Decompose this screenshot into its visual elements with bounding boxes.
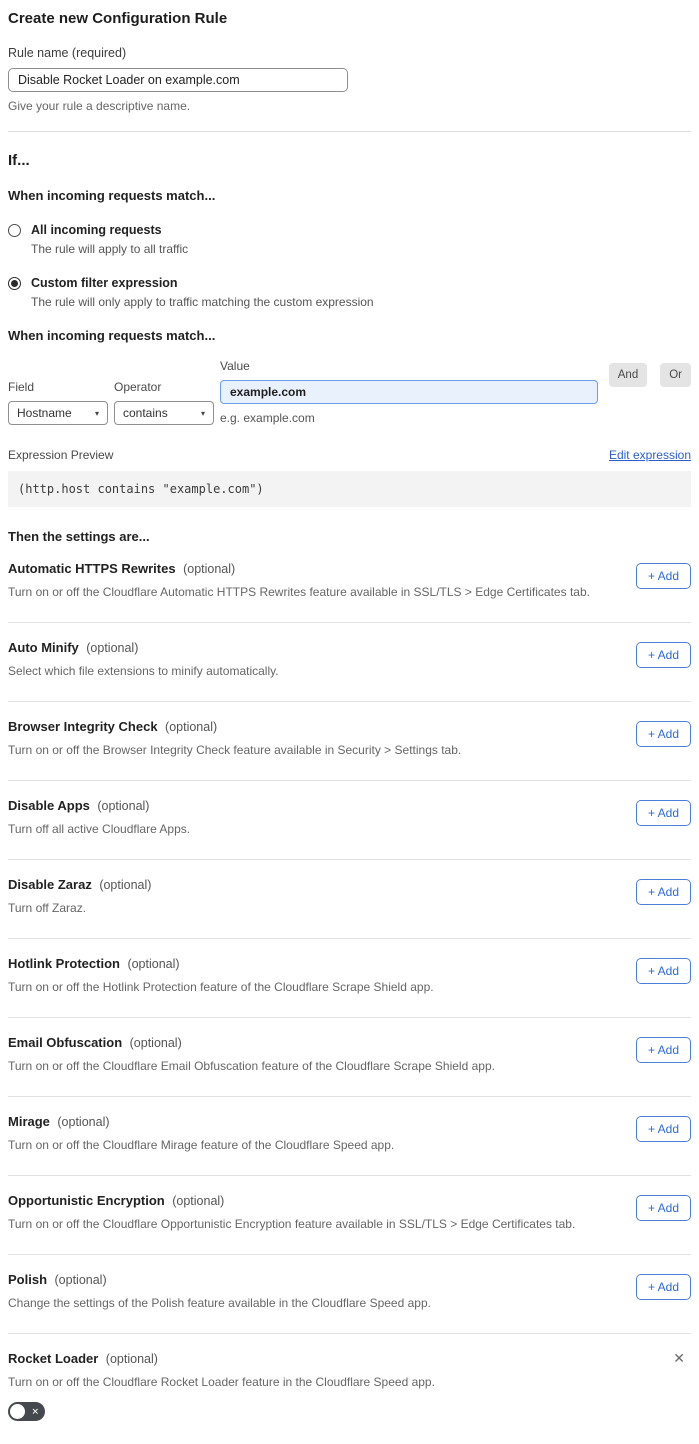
and-button[interactable]: And bbox=[609, 363, 647, 387]
setting-title: Mirage bbox=[8, 1114, 50, 1129]
setting-optional-suffix: (optional) bbox=[183, 562, 236, 576]
toggle-knob bbox=[10, 1404, 25, 1419]
rule-name-input[interactable] bbox=[8, 68, 348, 92]
setting-description: Turn off all active Cloudflare Apps. bbox=[8, 822, 191, 836]
setting-description: Turn on or off the Cloudflare Email Obfuscation feature of the Cloudflare Scrape Shield app. bbox=[8, 1059, 495, 1073]
setting-optional-suffix: (optional) bbox=[129, 1036, 182, 1050]
operator-select-value: contains bbox=[123, 406, 168, 420]
chevron-down-icon: ▾ bbox=[200, 408, 205, 418]
expression-builder bbox=[8, 359, 691, 425]
add-button[interactable]: + Add bbox=[636, 563, 691, 589]
setting-item bbox=[8, 702, 691, 781]
setting-title: Polish bbox=[8, 1272, 48, 1287]
radio-description: The rule will apply to all traffic bbox=[31, 242, 189, 256]
radio-description: The rule will only apply to traffic matching the custom expression bbox=[31, 295, 374, 309]
setting-description: Turn on or off the Cloudflare Automatic HTTPS Rewrites feature available in SSL/TLS > Edge Certificates tab. bbox=[8, 585, 590, 599]
setting-item bbox=[8, 860, 691, 939]
operator-label: Operator bbox=[114, 380, 162, 394]
settings-list bbox=[8, 544, 691, 1334]
rule-name-label: Rule name (required) bbox=[8, 46, 127, 60]
value-input[interactable] bbox=[220, 380, 598, 404]
setting-optional-suffix: (optional) bbox=[54, 1273, 107, 1287]
radio-option-custom-filter-expression[interactable] bbox=[8, 276, 691, 309]
setting-optional-suffix: (optional) bbox=[105, 1352, 158, 1366]
field-label: Field bbox=[8, 380, 35, 394]
setting-optional-suffix: (optional) bbox=[165, 720, 218, 734]
expression-builder-heading: When incoming requests match... bbox=[8, 328, 216, 343]
setting-item bbox=[8, 1097, 691, 1176]
setting-item bbox=[8, 781, 691, 860]
setting-title: Disable Apps bbox=[8, 798, 90, 813]
setting-description: Turn on or off the Cloudflare Mirage feature of the Cloudflare Speed app. bbox=[8, 1138, 395, 1152]
close-icon[interactable]: ✕ bbox=[673, 1350, 685, 1366]
setting-title: Auto Minify bbox=[8, 640, 79, 655]
expression-preview-label: Expression Preview bbox=[8, 448, 114, 462]
page-title: Create new Configuration Rule bbox=[8, 10, 228, 27]
setting-description: Turn on or off the Browser Integrity Check feature available in Security > Settings tab. bbox=[8, 743, 462, 757]
setting-title: Rocket Loader bbox=[8, 1351, 99, 1366]
radio-icon-selected[interactable] bbox=[8, 277, 21, 290]
setting-title: Browser Integrity Check bbox=[8, 719, 158, 734]
chevron-down-icon: ▾ bbox=[94, 408, 99, 418]
toggle-off-icon: ✕ bbox=[31, 1406, 39, 1416]
setting-description: Turn off Zaraz. bbox=[8, 901, 87, 915]
setting-description: Turn on or off the Hotlink Protection feature of the Cloudflare Scrape Shield app. bbox=[8, 980, 434, 994]
setting-title: Opportunistic Encryption bbox=[8, 1193, 165, 1208]
setting-description: Turn on or off the Cloudflare Opportunistic Encryption feature available in SSL/TLS > Edge Certificates tab. bbox=[8, 1217, 576, 1231]
setting-title: Automatic HTTPS Rewrites bbox=[8, 561, 176, 576]
radio-icon[interactable] bbox=[8, 224, 21, 237]
field-select[interactable] bbox=[8, 401, 108, 425]
setting-item bbox=[8, 939, 691, 1018]
rocket-loader-toggle[interactable] bbox=[8, 1402, 45, 1421]
add-button[interactable]: + Add bbox=[636, 1037, 691, 1063]
radio-option-all-incoming-requests[interactable] bbox=[8, 223, 691, 256]
add-button[interactable]: + Add bbox=[636, 642, 691, 668]
setting-item bbox=[8, 1018, 691, 1097]
radio-label: All incoming requests bbox=[31, 223, 162, 237]
setting-item bbox=[8, 1176, 691, 1255]
expression-preview-code: (http.host contains "example.com") bbox=[8, 471, 691, 507]
setting-optional-suffix: (optional) bbox=[127, 957, 180, 971]
settings-heading: Then the settings are... bbox=[8, 529, 150, 544]
setting-item bbox=[8, 1255, 691, 1334]
setting-title: Email Obfuscation bbox=[8, 1035, 123, 1050]
or-button[interactable]: Or bbox=[660, 363, 691, 387]
setting-description: Change the settings of the Polish feature available in the Cloudflare Speed app. bbox=[8, 1296, 431, 1310]
add-button[interactable]: + Add bbox=[636, 1116, 691, 1142]
rule-name-section bbox=[8, 46, 691, 113]
if-heading: If... bbox=[8, 152, 30, 169]
setting-optional-suffix: (optional) bbox=[57, 1115, 110, 1129]
setting-item bbox=[8, 544, 691, 623]
add-button[interactable]: + Add bbox=[636, 721, 691, 747]
add-button[interactable]: + Add bbox=[636, 1274, 691, 1300]
field-select-value: Hostname bbox=[17, 406, 72, 420]
setting-description: Turn on or off the Cloudflare Rocket Loader feature in the Cloudflare Speed app. bbox=[8, 1375, 435, 1389]
radio-label: Custom filter expression bbox=[31, 276, 178, 290]
add-button[interactable]: + Add bbox=[636, 879, 691, 905]
divider bbox=[8, 131, 691, 132]
match-heading: When incoming requests match... bbox=[8, 188, 216, 203]
expression-preview-header bbox=[8, 448, 691, 462]
setting-item bbox=[8, 623, 691, 702]
rule-name-help: Give your rule a descriptive name. bbox=[8, 99, 191, 113]
setting-optional-suffix: (optional) bbox=[99, 878, 152, 892]
setting-title: Hotlink Protection bbox=[8, 956, 120, 971]
setting-optional-suffix: (optional) bbox=[172, 1194, 225, 1208]
setting-optional-suffix: (optional) bbox=[97, 799, 150, 813]
operator-select[interactable] bbox=[114, 401, 214, 425]
add-button[interactable]: + Add bbox=[636, 958, 691, 984]
setting-item-rocket-loader bbox=[8, 1334, 691, 1444]
setting-description: Select which file extensions to minify automatically. bbox=[8, 664, 279, 678]
setting-optional-suffix: (optional) bbox=[86, 641, 139, 655]
add-button[interactable]: + Add bbox=[636, 800, 691, 826]
add-button[interactable]: + Add bbox=[636, 1195, 691, 1221]
edit-expression-link[interactable]: Edit expression bbox=[608, 448, 691, 462]
value-label: Value bbox=[220, 359, 250, 373]
setting-title: Disable Zaraz bbox=[8, 877, 92, 892]
value-hint: e.g. example.com bbox=[220, 411, 315, 425]
